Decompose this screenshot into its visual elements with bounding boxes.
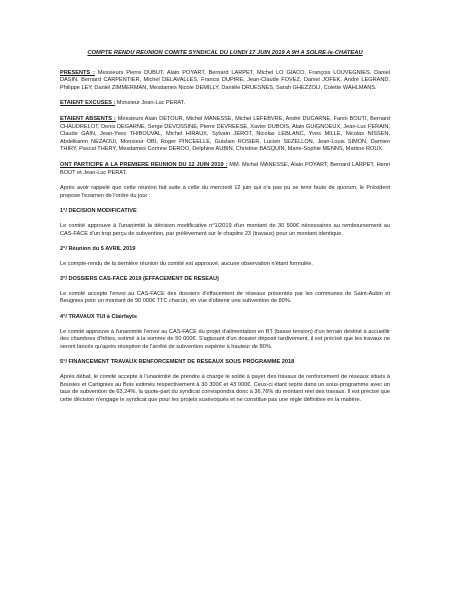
section-body: Après débat, le comité accepte à l'unanimité de prendre à charge le solde à payer des travaux de renforcement de réseaux situés à Bousies et Cartignies au Bois estimés respectivement à 30 300€ et 43 000€. Ceux-ci étant repris dans un sous-programme avec un taux de subvention de 63,24%, la quote-part du syndicat correspondra donc à 36,76% du montant réel des travaux. Il est précisé que cette décision n'engage le syndicat que pour les projets susévoqués et ne constitue pas une règle définitive en la matière. [60, 374, 390, 403]
present-label: PRESENTS : [60, 69, 95, 76]
section-body: Le comité accepte l'envoi au CAS-FACE des dossiers d'effacement de réseaux présentés par les communes de Saint-Aubin et Beugnies pour un montant de 90 000€ TTC chacun, en vue d'obtenir une subvention de 80%. [60, 290, 390, 305]
section-heading: 2°/ Réunion du 5 AVRIL 2019 [60, 246, 136, 253]
section-body: Le comité approuve à l'unanimité la décision modificative n°1/2019 d'un montant de 30 500€ nécessaires au remboursement au CAS-FACE d'un trop perçu de subvention, par prélèvement sur le chapitre 23 (travaux) pour un montant identique. [60, 222, 390, 237]
excused-text: Monsieur Jean-Luc PERAT. [116, 100, 186, 107]
present-text: Messieurs Pierre DUBUT, Alain POYART, Bernard LARPET, Michel LO GIACO, François LOUVEGNIES, Daniel DASIN, Bernard CARPENTIER, Michel DELAVALLES, Francis DUPIRE, Jean-Claude FOVEZ, Daniel JOFEK, André LEGRAND, Philippe LEY, Daniel ZIMMERMAN, Mesdames Nicole DEMILLY, Danièle DRUESNES, Sarah GHEZZOLI, Colette WAHLMANS. [60, 69, 390, 91]
first-meeting-paragraph [60, 162, 390, 177]
section-body: Le comité approuve à l'unanimité l'envoi au CAS-FACE du projet d'alimentation en BT (basse tension) d'un terrain destiné à accueillir des chambres d'hôtes, estimé à la somme de 50 000€. S'agissant d'un dossier déposé tardivement, il est précisé que les travaux ne seront lancés qu'après réception de l'arrêté de subvention espérée à hauteur de 80%. [60, 328, 390, 350]
first-meeting-text: MM. Michel MANESSE, Alain POYART, Bernard LARPET, Henri BOUT et Jean-Luc PERAT. [60, 161, 390, 176]
absent-paragraph [60, 116, 390, 154]
absent-text: Messieurs Alain DETOUR, Michel MANESSE, Michel LEFEBVRE, André DUCARNE, Fanni BOUTI, Bernard CHAUDRELOT, Denis DEGARNE, Serge DEVOSSINE, Pierre DEVREESE, Xavier DUBOIS, Alain GUIGNOEUX, Jean-Luc FERAIN, Claude GAIN, Jean-Yves THIBOUVAL, Michel HIRAUX, Sylvain JEROT, Nicolas LEBLANC, Yves MILLE, Nicolas NISSEN, Abdelkarim NEZAOUI, Monsieur OBI, Roger PINCEELLE, Guislain ROSIER, Lucien SEZELLON, Jean-Louis SIMON, Damien THIRY, Pascal THERY, Mesdames Corinne DEROO, Delphine AUBIN, Christine BASQUIN, Marie-Sophie MENNS, Martine ROUX. [60, 115, 390, 153]
excused-paragraph [60, 100, 390, 108]
document-title: COMPTE RENDU REUNION COMITE SYNDICAL DU LUNDI 17 JUIN 2019 A 9H A SOLRE-le-CHATEAU [87, 50, 363, 56]
section-heading: 4°/ TRAVAUX TUI à Clairfayts [60, 314, 137, 321]
absent-label: ETAIENT ABSENTS : [60, 115, 116, 122]
intro-paragraph: Après avoir rappelé que cette réunion fait suite à celle du mercredi 12 juin qui n'a pas pu se tenir faute de quorum, le Président propose l'examen de l'ordre du jour : [60, 185, 390, 199]
present-paragraph [60, 70, 390, 93]
excused-label: ETAIENT EXCUSES : [60, 100, 116, 107]
section-heading: 5°/ FINANCEMENT TRAVAUX RENFORCEMENT DE RESEAUX SOUS PROGRAMME 2018 [60, 359, 295, 366]
section-body: Le compte-rendu de la dernière réunion du comité est approuvé, aucune observation n'étant formulée. [60, 260, 313, 267]
section-heading: 1°/ DECISION MODIFICATIVE [60, 208, 137, 215]
section-heading: 3°/ DOSSIERS CAS-FACE 2019 (EFFACEMENT DE RESEAU) [60, 276, 219, 283]
first-meeting-label: ONT PARTICIPE A LA PREMIERE REUNION DU 12 JUIN 2019 : [60, 161, 228, 168]
